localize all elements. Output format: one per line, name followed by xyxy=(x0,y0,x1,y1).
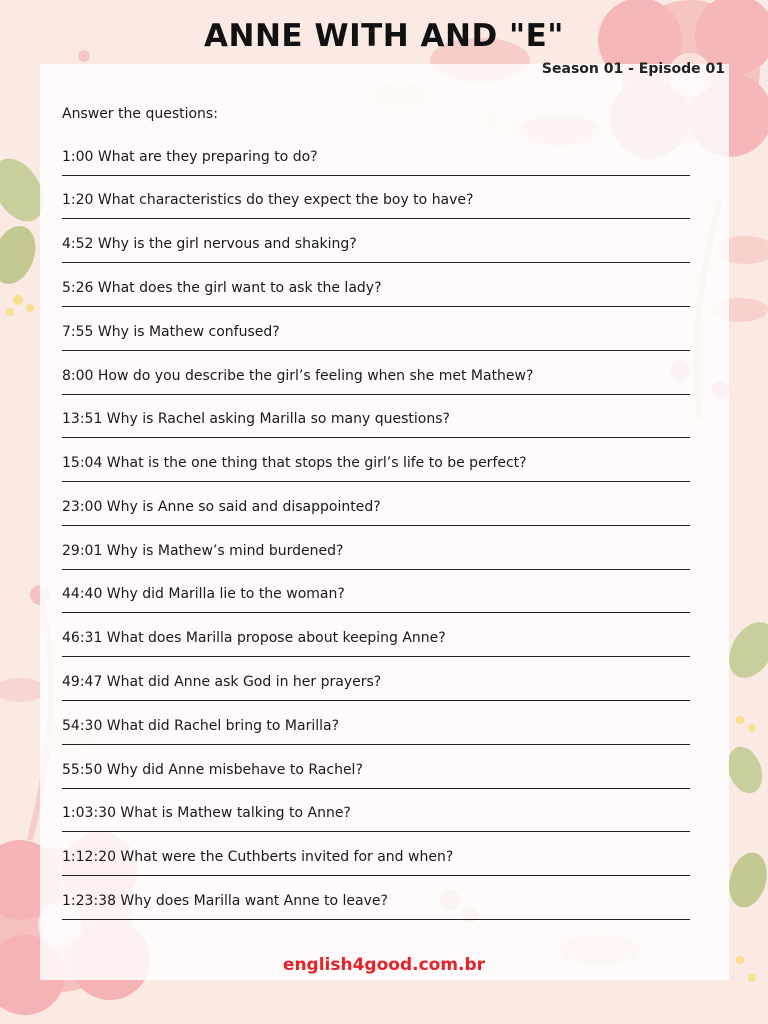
question-text: 1:00 What are they preparing to do? xyxy=(62,149,318,165)
question-item xyxy=(62,673,690,703)
question-item xyxy=(62,279,690,309)
answer-line xyxy=(62,262,690,263)
answer-line xyxy=(62,350,690,351)
answer-line xyxy=(62,481,690,482)
question-text: 8:00 How do you describe the girl’s feeling when she met Mathew? xyxy=(62,368,534,384)
website-footer: english4good.com.br xyxy=(282,955,486,975)
question-text: 44:40 Why did Marilla lie to the woman? xyxy=(62,586,345,602)
episode-label: Season 01 - Episode 01 xyxy=(541,61,725,77)
answer-line xyxy=(62,656,690,657)
question-text: 46:31 What does Marilla propose about keeping Anne? xyxy=(62,630,446,646)
answer-line xyxy=(62,788,690,789)
question-item xyxy=(62,191,690,221)
answer-line xyxy=(62,831,690,832)
answer-line xyxy=(62,569,690,570)
question-item xyxy=(62,892,690,922)
answer-line xyxy=(62,612,690,613)
answer-line xyxy=(62,437,690,438)
question-text: 1:03:30 What is Mathew talking to Anne? xyxy=(62,805,351,821)
question-item xyxy=(62,498,690,528)
answer-line xyxy=(62,875,690,876)
question-text: 54:30 What did Rachel bring to Marilla? xyxy=(62,718,340,734)
question-text: 15:04 What is the one thing that stops the girl’s life to be perfect? xyxy=(62,455,527,471)
question-text: 7:55 Why is Mathew confused? xyxy=(62,324,280,340)
answer-line xyxy=(62,919,690,920)
question-text: 5:26 What does the girl want to ask the lady? xyxy=(62,280,382,296)
question-text: 4:52 Why is the girl nervous and shaking? xyxy=(62,236,357,252)
question-item xyxy=(62,629,690,659)
question-item xyxy=(62,804,690,834)
question-text: 29:01 Why is Mathew’s mind burdened? xyxy=(62,543,344,559)
question-text: 55:50 Why did Anne misbehave to Rachel? xyxy=(62,762,363,778)
question-text: 1:12:20 What were the Cuthberts invited for and when? xyxy=(62,849,454,865)
question-item xyxy=(62,848,690,878)
question-item xyxy=(62,148,690,178)
question-item xyxy=(62,367,690,397)
question-text: 23:00 Why is Anne so said and disappointed? xyxy=(62,499,381,515)
question-item xyxy=(62,410,690,440)
answer-line xyxy=(62,175,690,176)
question-item xyxy=(62,542,690,572)
question-item xyxy=(62,585,690,615)
question-text: 1:20 What characteristics do they expect the boy to have? xyxy=(62,192,474,208)
question-text: 1:23:38 Why does Marilla want Anne to leave? xyxy=(62,893,388,909)
instructions: Answer the questions: xyxy=(62,106,218,122)
answer-line xyxy=(62,525,690,526)
question-item xyxy=(62,235,690,265)
answer-line xyxy=(62,394,690,395)
question-item xyxy=(62,761,690,791)
question-item xyxy=(62,323,690,353)
question-text: 13:51 Why is Rachel asking Marilla so many questions? xyxy=(62,411,450,427)
answer-line xyxy=(62,700,690,701)
question-item xyxy=(62,454,690,484)
answer-line xyxy=(62,744,690,745)
question-text: 49:47 What did Anne ask God in her prayers? xyxy=(62,674,382,690)
answer-line xyxy=(62,306,690,307)
answer-line xyxy=(62,218,690,219)
question-item xyxy=(62,717,690,747)
worksheet-title: ANNE WITH AND "E" xyxy=(204,18,564,54)
